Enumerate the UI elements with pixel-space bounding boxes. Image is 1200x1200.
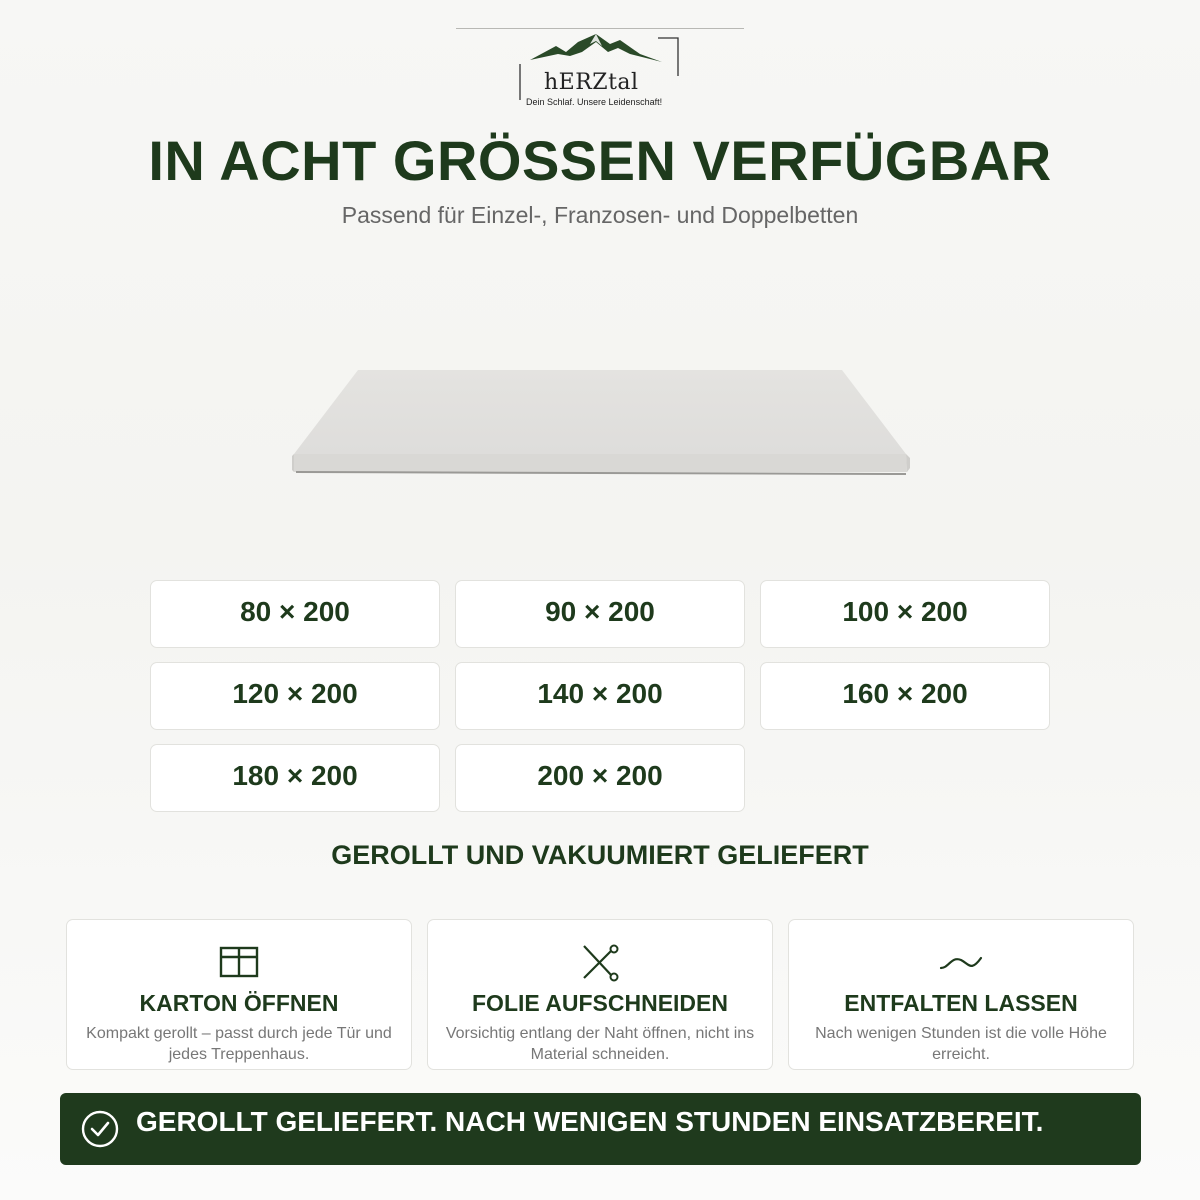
top-divider [456, 28, 744, 29]
size-option-180x200[interactable] [150, 744, 440, 812]
brand-name: hERZtal [544, 70, 639, 95]
size-label: 200 × 200 [537, 759, 663, 791]
brand-logo [512, 32, 688, 112]
check-circle-icon [80, 1109, 120, 1149]
page-title: IN ACHT GRÖSSEN VERFÜGBAR [148, 129, 1052, 192]
scissors-icon [578, 944, 622, 984]
size-label: 120 × 200 [232, 677, 358, 709]
step-description: Nach wenigen Stunden ist die volle Höhe erreicht. [815, 1025, 1107, 1063]
step-card-cut-foil [427, 919, 773, 1070]
delivery-heading: GEROLLT UND VAKUUMIERT GELIEFERT [331, 840, 869, 870]
size-option-140x200[interactable] [455, 662, 745, 730]
step-description: Kompakt gerollt – passt durch jede Tür und jedes Treppenhaus. [86, 1025, 392, 1063]
delivery-steps [66, 919, 1134, 1070]
size-label: 160 × 200 [842, 677, 968, 709]
size-label: 180 × 200 [232, 759, 358, 791]
size-label: 100 × 200 [842, 595, 968, 627]
size-option-120x200[interactable] [150, 662, 440, 730]
size-label: 140 × 200 [537, 677, 663, 709]
page-subtitle: Passend für Einzel-, Franzosen- und Doppelbetten [341, 202, 859, 228]
size-option-80x200[interactable] [150, 580, 440, 648]
size-option-100x200[interactable] [760, 580, 1050, 648]
size-label: 80 × 200 [240, 595, 350, 627]
size-option-160x200[interactable] [760, 662, 1050, 730]
step-card-open-box [66, 919, 412, 1070]
box-icon [217, 944, 261, 984]
step-title: ENTFALTEN LASSEN [844, 990, 1078, 1016]
size-grid [150, 580, 1050, 812]
wave-icon [939, 944, 983, 984]
size-option-200x200[interactable] [455, 744, 745, 812]
mattress-image [290, 362, 914, 491]
step-title: FOLIE AUFSCHNEIDEN [472, 990, 728, 1016]
size-option-90x200[interactable] [455, 580, 745, 648]
brand-tagline: Dein Schlaf. Unsere Leidenschaft! [526, 97, 663, 107]
step-description: Vorsichtig entlang der Naht öffnen, nicht ins Material schneiden. [445, 1025, 755, 1063]
banner-text: GEROLLT GELIEFERT. NACH WENIGEN STUNDEN EINSATZBEREIT. [136, 1106, 1044, 1137]
size-label: 90 × 200 [545, 595, 655, 627]
step-title: KARTON ÖFFNEN [139, 990, 339, 1016]
ready-banner [60, 1093, 1141, 1165]
step-card-unfold [788, 919, 1134, 1070]
